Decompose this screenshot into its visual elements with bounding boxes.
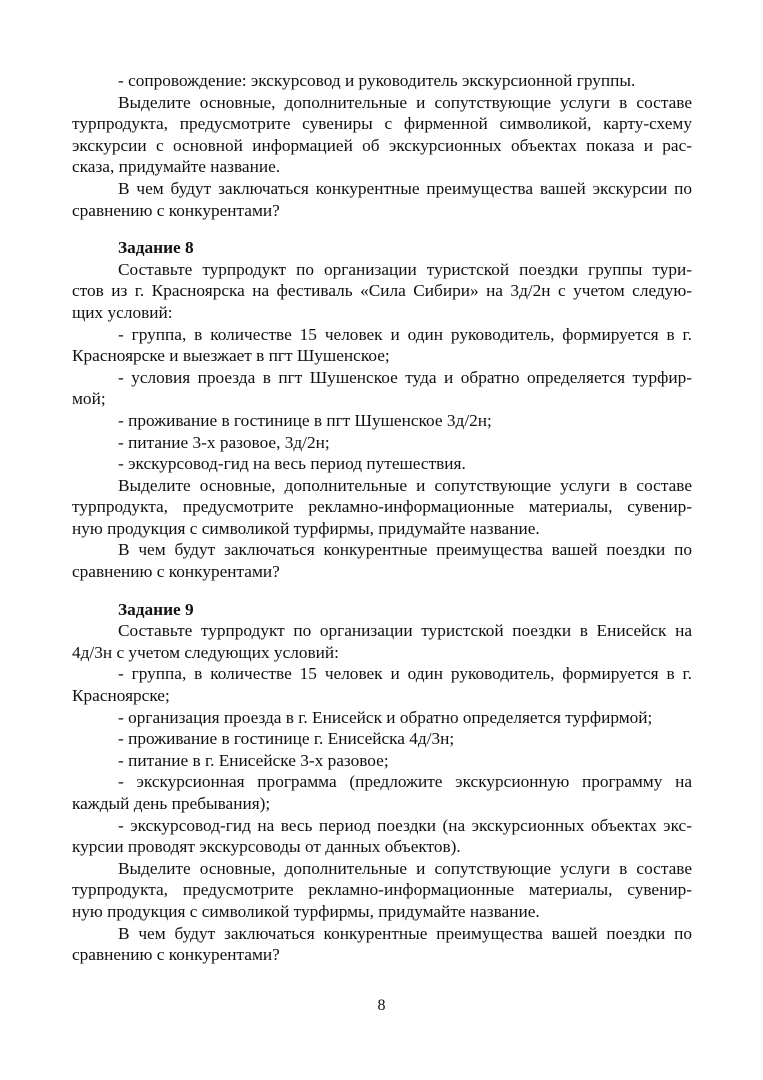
text-line: - проживание в гостинице г. Енисейска 4д/3н; [118,729,455,749]
text-line: - группа, в количестве 15 человек и один руководитель, формируется в г. [118,664,692,684]
text-line: ную продукция с символикой турфирмы, придумайте название. [72,901,540,921]
text-line: Составьте турпродукт по организации туристской поездки группы тури- [118,259,692,279]
text-line: В чем будут заключаться конкурентные преимущества вашей экскурсии по [118,178,692,198]
text-line: Красноярске; [72,686,170,706]
text-line: турпродукта, предусмотрите сувениры с фирменной символикой, карту-схему [72,114,692,134]
text-line: - группа, в количестве 15 человек и один руководитель, формируется в г. [118,324,692,344]
text-line: В чем будут заключаться конкурентные преимущества вашей поездки по [118,540,692,560]
text-line: сказа, придумайте название. [72,157,281,177]
text-line: Выделите основные, дополнительные и сопутствующие услуги в составе [118,475,692,495]
text-line: - питание 3-х разовое, 3д/2н; [118,432,330,452]
text-line: - экскурсовод-гид на весь период путешествия. [118,454,466,474]
text-line: курсии проводят экскурсоводы от данных объектов). [72,837,461,857]
text-line: экскурсии с основной информацией об экскурсионных объектах показа и рас- [72,135,692,155]
text-line: стов из г. Красноярска на фестиваль «Сила Сибири» на 3д/2н с учетом следую- [72,281,692,301]
text-line: Выделите основные, дополнительные и сопутствующие услуги в составе [118,92,692,112]
text-line: - условия проезда в пгт Шушенское туда и обратно определяется турфир- [118,367,692,387]
text-line: мой; [72,389,106,409]
text-line: сравнению с конкурентами? [72,200,280,220]
text-line: - сопровождение: экскурсовод и руководитель экскурсионной группы. [118,71,636,90]
section-heading: Задание 9 [118,599,194,619]
text-line: турпродукта, предусмотрите рекламно-информационные материалы, сувенир- [72,880,692,900]
text-line: В чем будут заключаться конкурентные преимущества вашей поездки по [118,923,692,943]
text-line: щих условий: [72,302,173,322]
page-number: 8 [377,997,386,1014]
text-line: Выделите основные, дополнительные и сопутствующие услуги в составе [118,858,692,878]
text-line: - экскурсионная программа (предложите экскурсионную программу на [118,772,692,792]
document-page [72,70,692,966]
text-line: сравнению с конкурентами? [72,562,280,582]
text-line: - экскурсовод-гид на весь период поездки (на экскурсионных объектах экс- [118,815,692,835]
text-line: Составьте турпродукт по организации туристской поездки в Енисейск на [118,621,692,641]
section-heading: Задание 8 [118,238,194,258]
text-line: - питание в г. Енисейске 3-х разовое; [118,750,389,770]
text-line: - проживание в гостинице в пгт Шушенское 3д/2н; [118,410,492,430]
text-line: сравнению с конкурентами? [72,945,280,965]
text-line: Красноярске и выезжает в пгт Шушенское; [72,346,390,366]
text-line: каждый день пребывания); [72,794,271,813]
text-line: 4д/3н с учетом следующих условий: [72,642,339,662]
text-line: - организация проезда в г. Енисейск и обратно определяется турфирмой; [118,707,653,727]
text-line: турпродукта, предусмотрите рекламно-информационные материалы, сувенир- [72,497,692,517]
text-line: ную продукция с символикой турфирмы, придумайте название. [72,518,540,538]
